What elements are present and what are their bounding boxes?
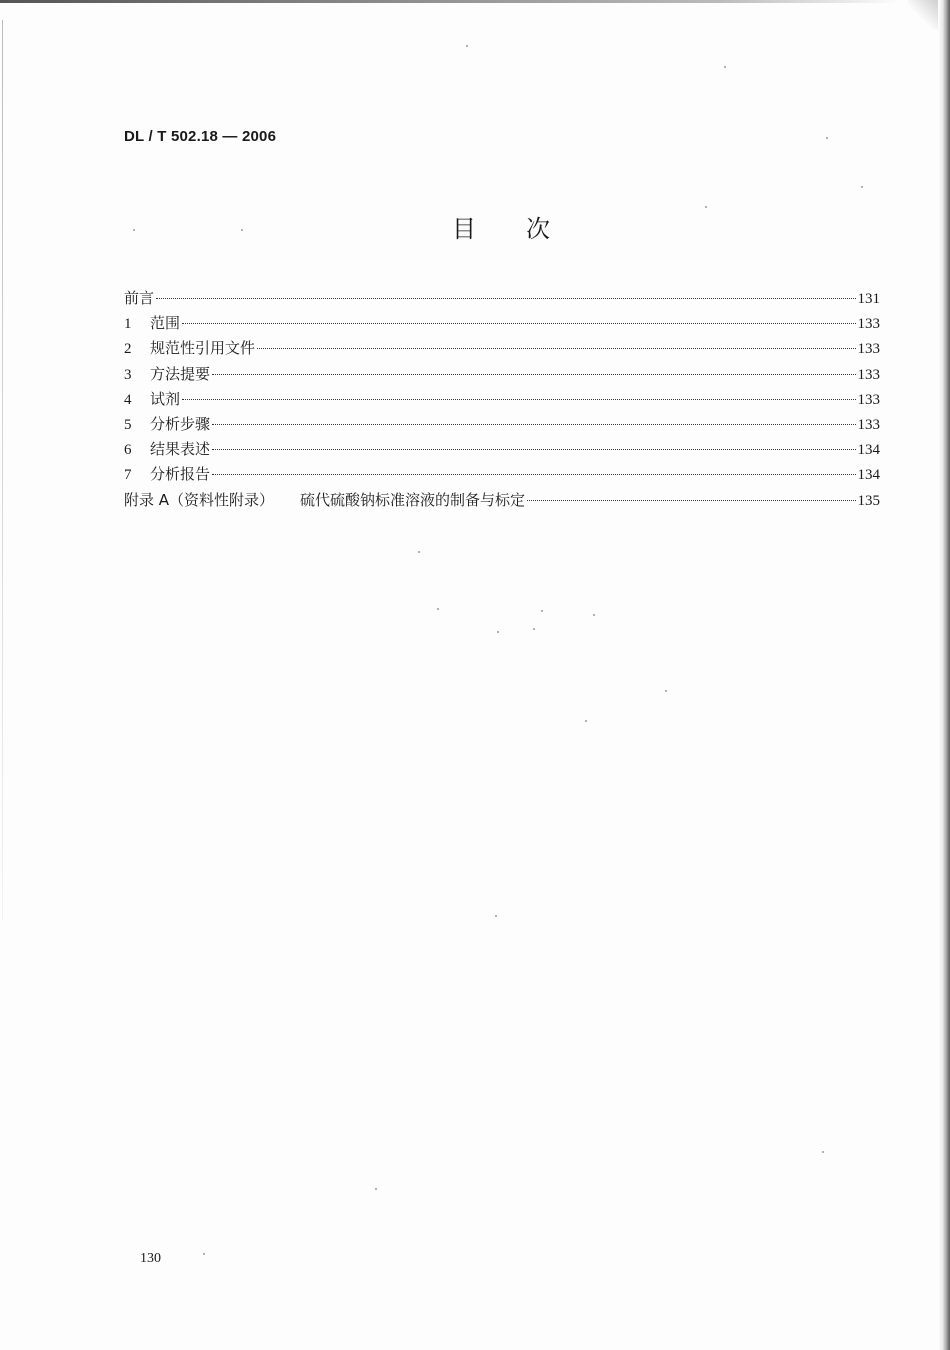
scan-speck xyxy=(241,229,243,231)
scan-speck xyxy=(133,229,135,231)
toc-entry-1[interactable] xyxy=(124,311,880,336)
toc-entry-label: 试剂 xyxy=(150,389,181,408)
document-code: DL / T 502.18 — 2006 xyxy=(124,128,277,145)
toc-title xyxy=(452,209,550,244)
scan-speck xyxy=(861,186,863,188)
toc-leader-dots xyxy=(182,323,855,324)
toc-leader-dots xyxy=(212,474,855,475)
scan-speck xyxy=(203,1253,205,1255)
scan-speck xyxy=(724,66,726,68)
toc-leader-dots xyxy=(527,500,855,501)
toc-leader-dots xyxy=(182,399,855,400)
toc-entry-number: 4 xyxy=(124,391,132,408)
toc-entry-7[interactable] xyxy=(124,462,880,487)
scan-edge-right xyxy=(938,0,950,1350)
scan-speck xyxy=(533,628,535,630)
toc-entry-label: 范围 xyxy=(150,314,181,333)
scan-speck xyxy=(822,1151,824,1153)
scan-speck xyxy=(418,551,420,553)
scan-speck xyxy=(497,631,499,633)
scan-edge-left xyxy=(2,20,3,920)
scan-speck xyxy=(826,137,828,139)
scan-corner-shadow xyxy=(908,0,938,30)
toc-entry-label: 前言 xyxy=(124,289,155,307)
scan-speck xyxy=(705,206,707,208)
toc-entry-4[interactable] xyxy=(124,387,880,412)
toc-entry-page: 133 xyxy=(857,416,880,433)
toc-entry-page: 134 xyxy=(857,442,880,459)
toc-entry-label: 分析步骤 xyxy=(150,414,211,433)
scan-speck xyxy=(437,608,439,610)
toc-entry-page: 131 xyxy=(857,291,880,307)
toc-entry-appendix-a[interactable] xyxy=(124,488,880,513)
toc-entry-number: 3 xyxy=(124,366,132,383)
toc-entry-foreword[interactable] xyxy=(124,286,880,311)
toc-leader-dots xyxy=(156,298,855,299)
toc-title-part2: 次 xyxy=(526,215,550,243)
scan-speck xyxy=(466,45,468,47)
toc-leader-dots xyxy=(257,348,855,349)
toc-entry-number: 2 xyxy=(124,341,132,358)
toc-leader-dots xyxy=(212,424,855,425)
toc-entry-page: 133 xyxy=(857,391,880,408)
toc-entry-2[interactable] xyxy=(124,336,880,361)
toc-entry-number: 7 xyxy=(124,467,132,484)
toc-entry-label: 结果表述 xyxy=(150,440,211,459)
toc-entry-page: 133 xyxy=(857,341,880,358)
toc-entry-label: 分析报告 xyxy=(150,465,211,484)
table-of-contents xyxy=(124,286,880,513)
toc-entry-number: 5 xyxy=(124,416,132,433)
toc-entry-3[interactable] xyxy=(124,362,880,387)
toc-leader-dots xyxy=(212,374,855,375)
toc-entry-5[interactable] xyxy=(124,412,880,437)
toc-entry-label: 硫代硫酸钠标准溶液的制备与标定 xyxy=(300,490,526,509)
scan-speck xyxy=(495,915,497,917)
toc-title-part1: 目 xyxy=(452,215,476,243)
toc-entry-label: 规范性引用文件 xyxy=(150,339,256,358)
toc-leader-dots xyxy=(212,449,855,450)
scan-speck xyxy=(585,720,587,722)
scan-speck xyxy=(665,690,667,692)
toc-entry-label: 方法提要 xyxy=(150,364,211,383)
toc-entry-number: 6 xyxy=(124,442,132,459)
scan-speck xyxy=(375,1188,377,1190)
toc-appendix-tag: 附录 A（资料性附录） xyxy=(124,490,275,509)
toc-entry-page: 133 xyxy=(857,316,880,333)
scan-edge-top xyxy=(0,0,900,3)
toc-entry-number: 1 xyxy=(124,316,132,333)
toc-entry-page: 134 xyxy=(857,467,880,484)
page-number: 130 xyxy=(140,1251,161,1266)
toc-entry-page: 133 xyxy=(857,366,880,383)
scan-speck xyxy=(541,610,543,612)
scan-speck xyxy=(593,614,595,616)
toc-entry-6[interactable] xyxy=(124,437,880,462)
toc-entry-page: 135 xyxy=(857,492,880,509)
